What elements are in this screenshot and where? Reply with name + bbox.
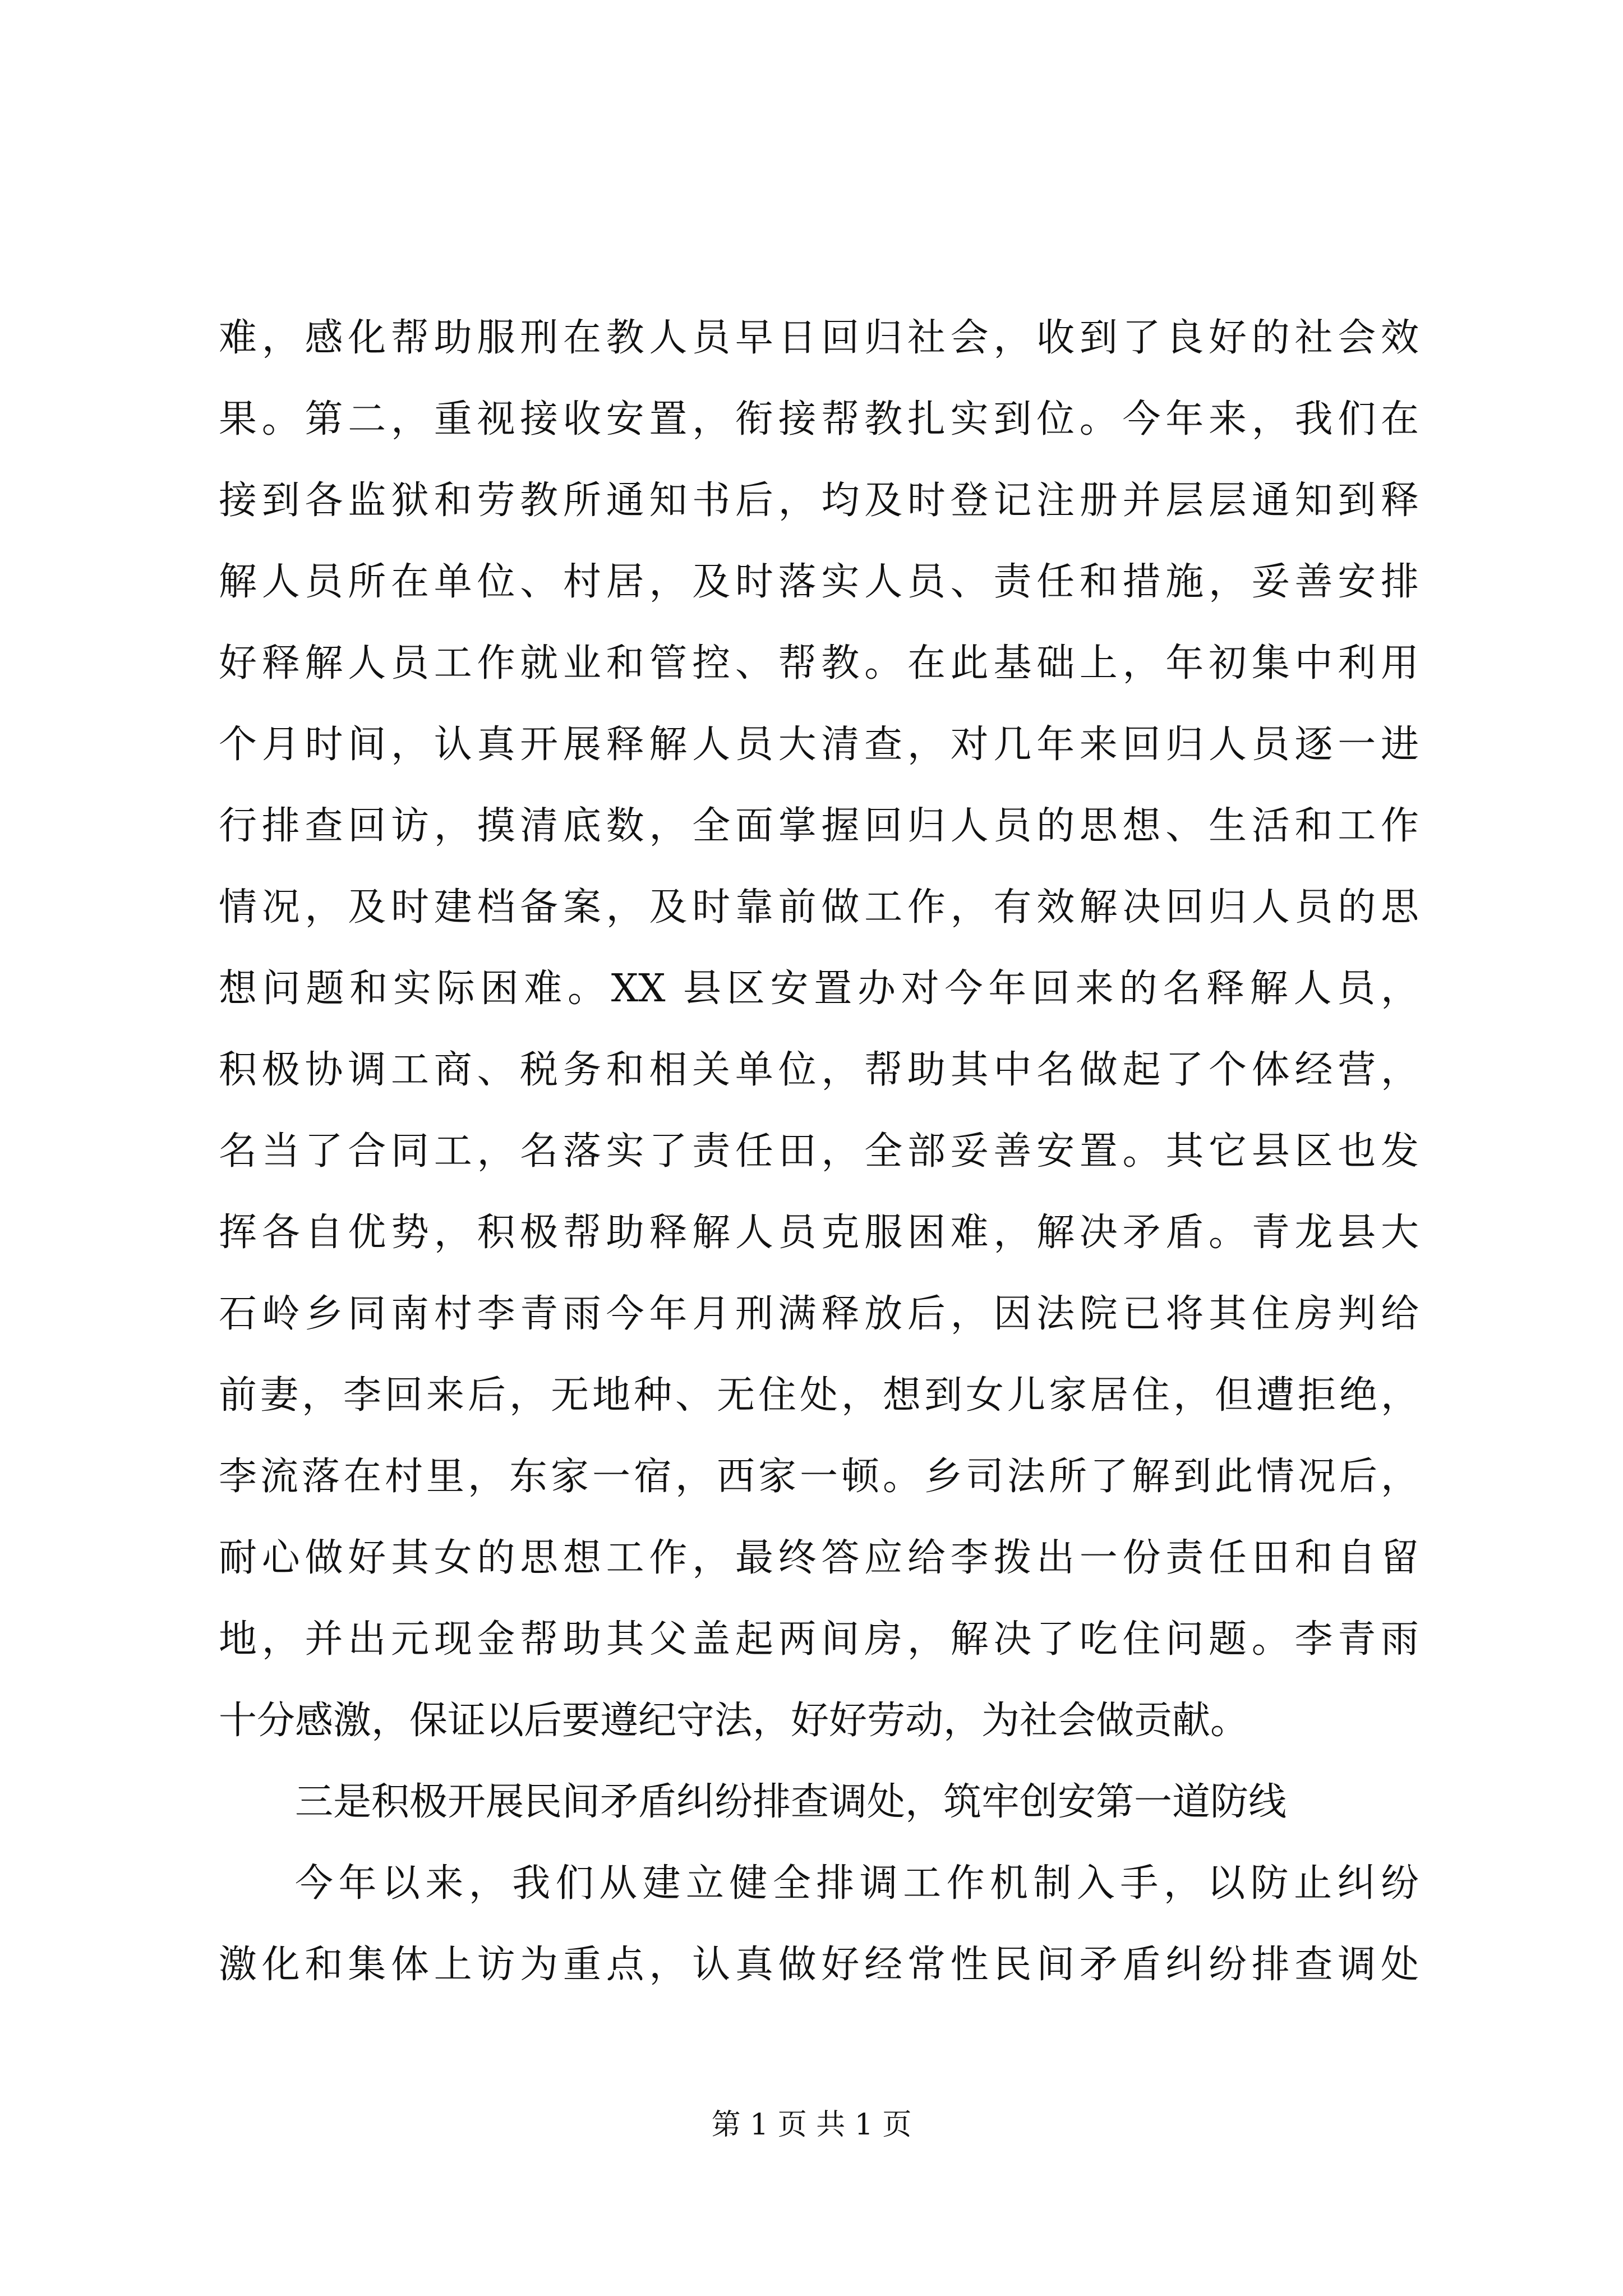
text-line: 李流落在村里，东家一宿，西家一顿。乡司法所了解到此情况后，: [219, 1455, 1419, 1499]
text-line: 名当了合同工，名落实了责任田，全部妥善安置。其它县区也发: [219, 1129, 1419, 1174]
text-line: 耐心做好其女的思想工作，最终答应给李拨出一份责任田和自留: [219, 1536, 1419, 1580]
text-line: 个月时间，认真开展释解人员大清查，对几年来回归人员逐一进: [219, 723, 1419, 767]
text-line: 好释解人员工作就业和管控、帮教。在此基础上，年初集中利用: [219, 641, 1419, 685]
text-line: 石岭乡同南村李青雨今年月刑满释放后，因法院已将其住房判给: [219, 1292, 1419, 1336]
text-line: 前妻，李回来后，无地种、无住处，想到女儿家居住，但遭拒绝，: [219, 1373, 1419, 1418]
text-line: 果。第二，重视接收安置，衔接帮教扎实到位。今年来，我们在: [219, 397, 1419, 441]
text-line: 积极协调工商、税务和相关单位，帮助其中名做起了个体经营，: [219, 1048, 1419, 1092]
text-line: 挥各自优势，积极帮助释解人员克服困难，解决矛盾。青龙县大: [219, 1211, 1419, 1255]
text-line: 行排查回访，摸清底数，全面掌握回归人员的思想、生活和工作: [219, 804, 1419, 848]
text-line: 想问题和实际困难。XX 县区安置办对今年回来的名释解人员，: [219, 967, 1419, 1011]
text-line: 地，并出元现金帮助其父盖起两间房，解决了吃住问题。李青雨: [219, 1617, 1419, 1662]
text-line: 解人员所在单位、村居，及时落实人员、责任和措施，妥善安排: [219, 560, 1419, 604]
text-line: 难，感化帮助服刑在教人员早日回归社会，收到了良好的社会效: [219, 316, 1419, 360]
section-heading-line: 三是积极开展民间矛盾纠纷排查调处，筑牢创安第一道防线: [295, 1780, 1287, 1824]
text-line-paragraph-end: 十分感激，保证以后要遵纪守法，好好劳动，为社会做贡献。: [219, 1699, 1249, 1743]
page-footer: 第 1 页 共 1 页: [711, 2108, 912, 2142]
paragraph-first-line: 今年以来，我们从建立健全排调工作机制入手，以防止纠纷: [295, 1861, 1419, 1906]
text-line: 接到各监狱和劳教所通知书后，均及时登记注册并层层通知到释: [219, 478, 1419, 523]
text-line: 情况，及时建档备案，及时靠前做工作，有效解决回归人员的思: [219, 885, 1419, 930]
text-line: 激化和集体上访为重点，认真做好经常性民间矛盾纠纷排查调处: [219, 1943, 1419, 1987]
document-body: [219, 297, 1419, 2005]
